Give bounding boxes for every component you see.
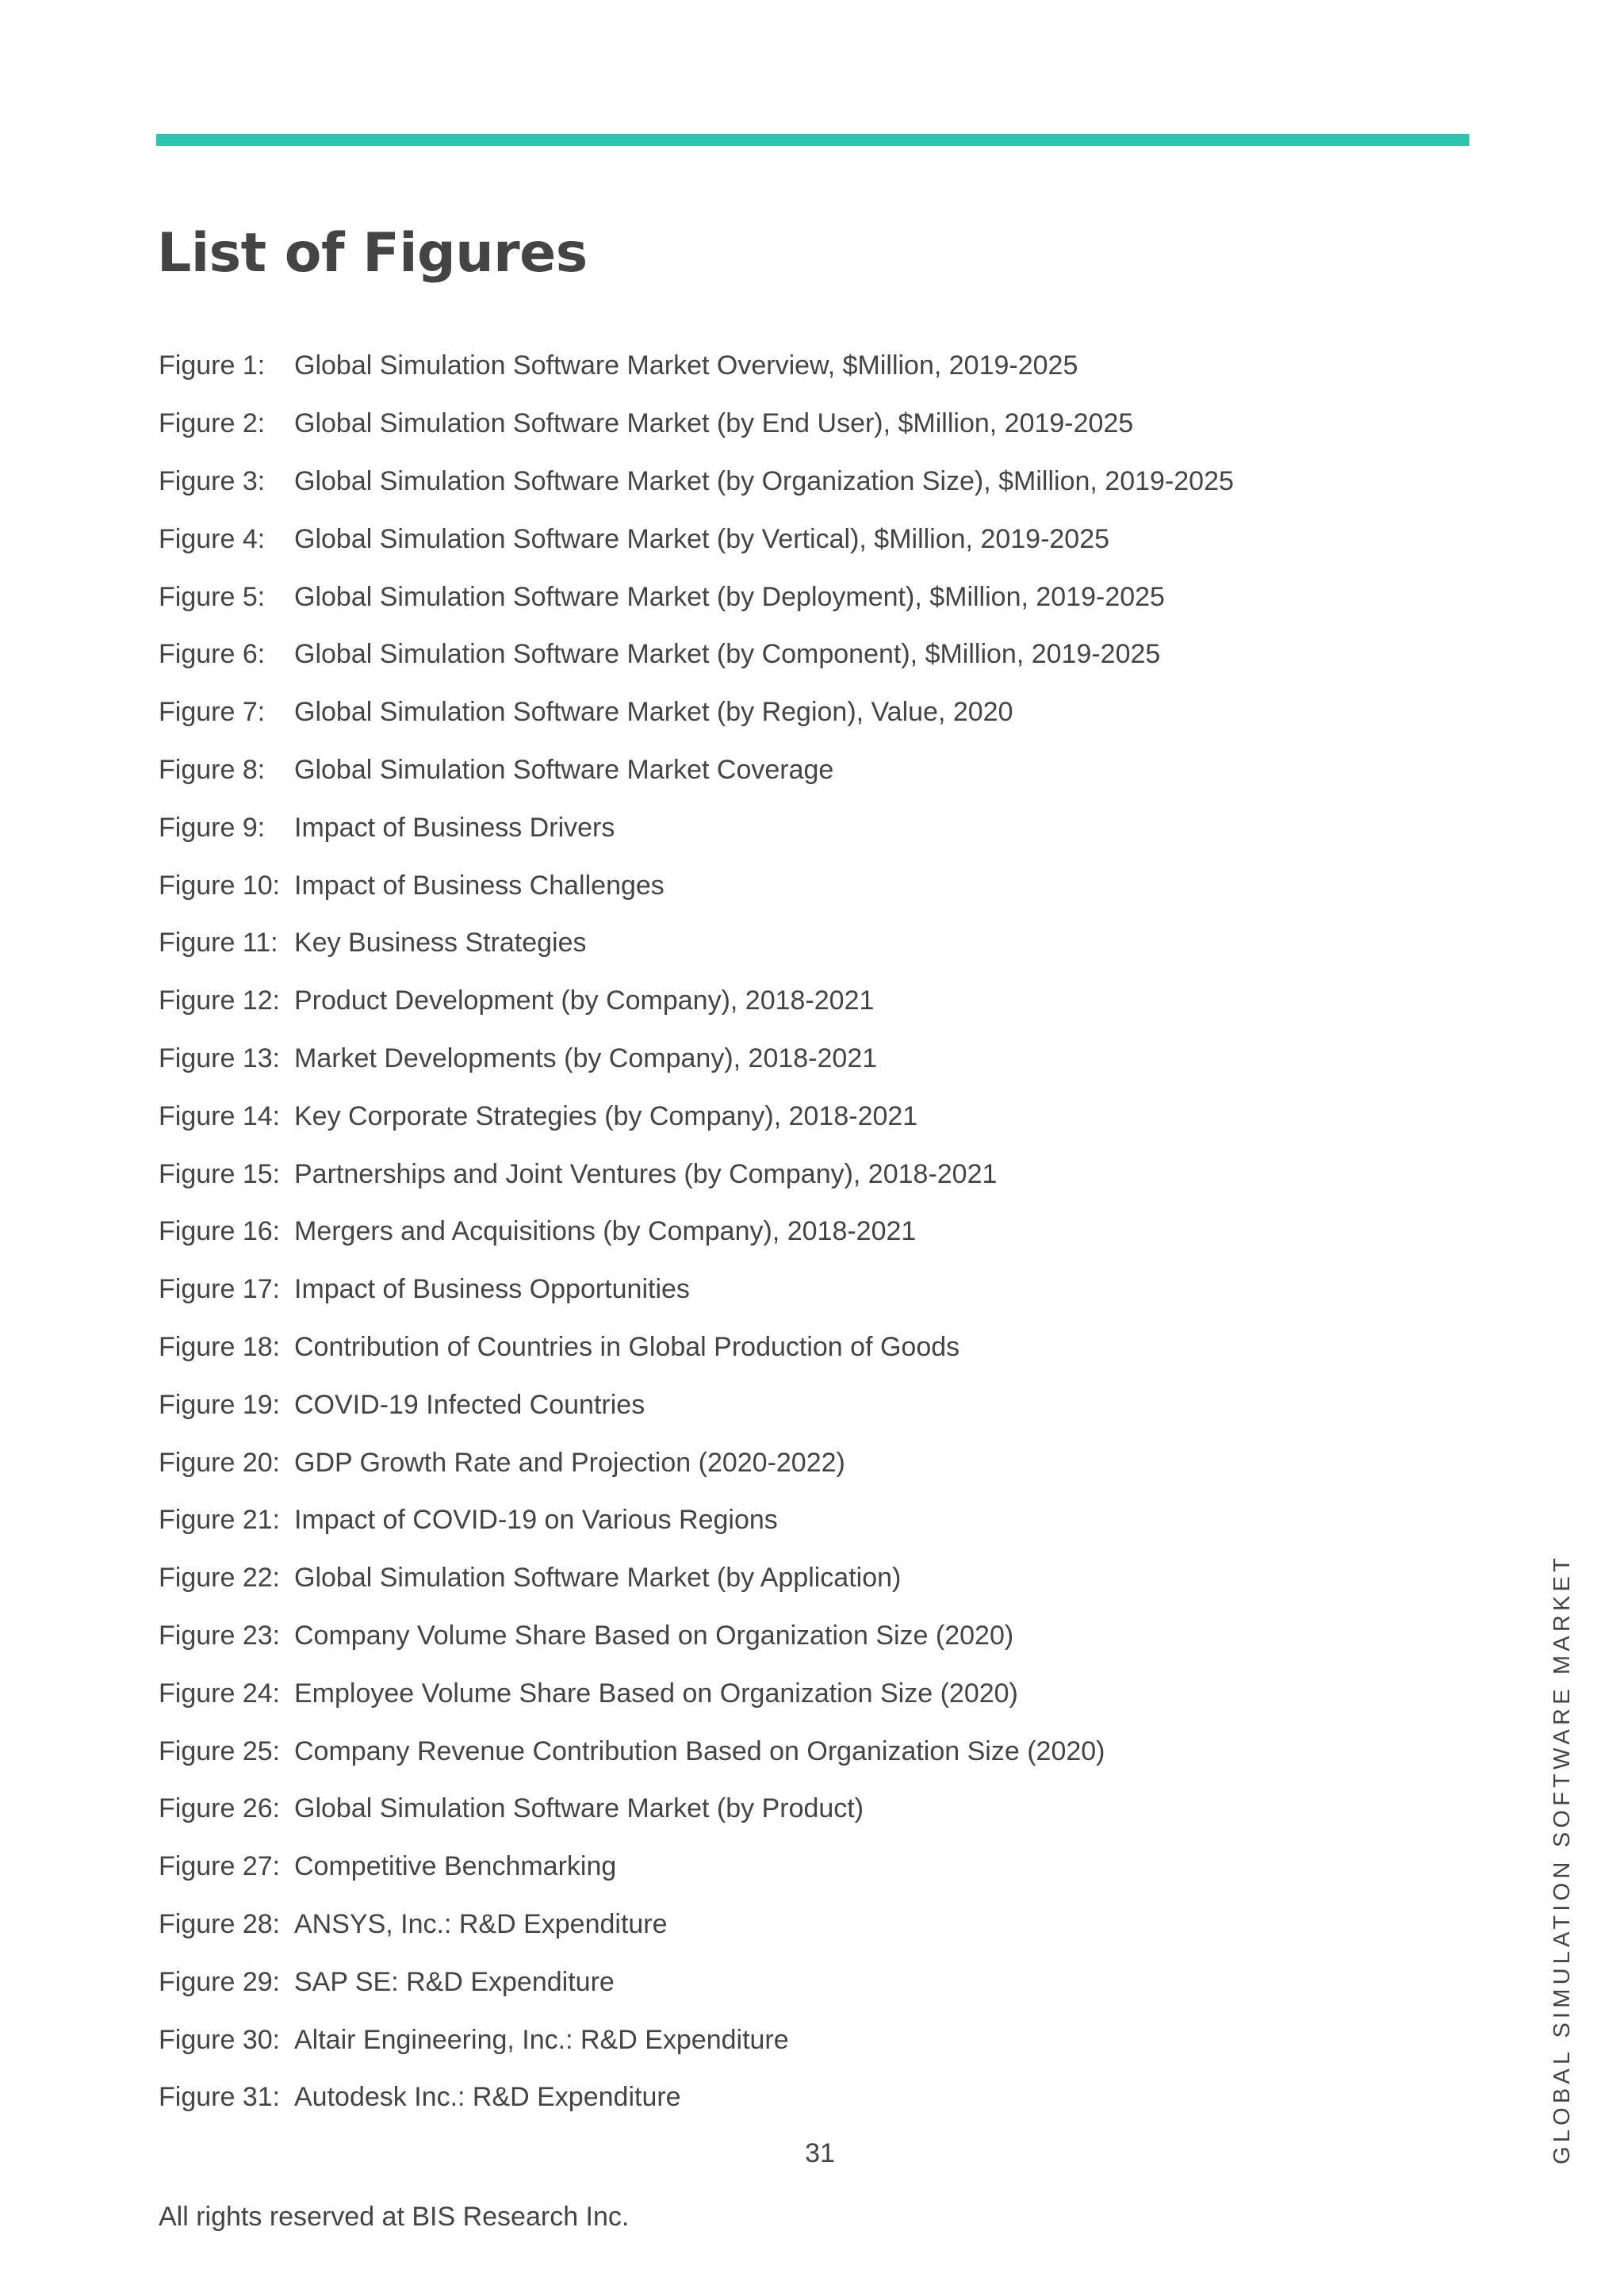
figure-list-item[interactable] <box>159 1087 1234 1145</box>
figure-title: Partnerships and Joint Ventures (by Company), 2018-2021 <box>294 1158 998 1189</box>
figure-list-item[interactable] <box>159 1722 1234 1780</box>
figure-title: Global Simulation Software Market (by End User), $Million, 2019-2025 <box>294 408 1134 439</box>
figure-list-item[interactable] <box>159 1664 1234 1722</box>
figure-title: Impact of COVID-19 on Various Regions <box>294 1505 778 1536</box>
page-title: List of Figures <box>157 222 588 285</box>
figure-number: Figure 26: <box>159 1793 281 1824</box>
figure-number: Figure 9: <box>159 812 266 843</box>
figure-list-item[interactable] <box>159 2011 1234 2068</box>
figure-title: Key Business Strategies <box>294 928 587 959</box>
figure-number: Figure 4: <box>159 523 266 554</box>
figure-title: Mergers and Acquisitions (by Company), 2018-2021 <box>294 1216 917 1247</box>
figure-list-item[interactable] <box>159 1896 1234 1954</box>
figure-title: Impact of Business Opportunities <box>294 1274 690 1305</box>
figure-title: Global Simulation Software Market (by Product) <box>294 1793 864 1824</box>
figure-number: Figure 22: <box>159 1563 281 1594</box>
figure-title: Altair Engineering, Inc.: R&D Expenditure <box>294 2024 789 2055</box>
figure-list-item[interactable] <box>159 1030 1234 1088</box>
figure-list-item[interactable] <box>159 741 1234 799</box>
figure-title: Contribution of Countries in Global Production of Goods <box>294 1331 960 1362</box>
figure-title: Product Development (by Company), 2018-2021 <box>294 985 875 1016</box>
figure-number: Figure 17: <box>159 1274 281 1305</box>
figure-number: Figure 31: <box>159 2082 281 2113</box>
copyright-footer: All rights reserved at BIS Research Inc. <box>159 2202 630 2232</box>
figure-number: Figure 10: <box>159 870 281 901</box>
figure-number: Figure 14: <box>159 1100 281 1131</box>
figure-number: Figure 13: <box>159 1043 281 1073</box>
page-number: 31 <box>805 2138 835 2168</box>
figure-list-item[interactable] <box>159 1838 1234 1896</box>
figure-title: SAP SE: R&D Expenditure <box>294 1966 615 1997</box>
figure-list-item[interactable] <box>159 1203 1234 1261</box>
figure-number: Figure 12: <box>159 985 281 1016</box>
figure-list-item[interactable] <box>159 972 1234 1030</box>
figure-number: Figure 3: <box>159 465 266 496</box>
figure-list-item[interactable] <box>159 914 1234 972</box>
figure-number: Figure 5: <box>159 581 266 612</box>
figure-title: Global Simulation Software Market (by Application) <box>294 1563 902 1594</box>
side-running-title <box>1538 1554 1586 2164</box>
figure-number: Figure 19: <box>159 1389 281 1420</box>
figure-list-item[interactable] <box>159 1549 1234 1607</box>
figure-list <box>159 337 1234 2126</box>
figure-number: Figure 15: <box>159 1158 281 1189</box>
figure-title: Company Revenue Contribution Based on Organization Size (2020) <box>294 1735 1105 1766</box>
figure-number: Figure 21: <box>159 1505 281 1536</box>
figure-title: Competitive Benchmarking <box>294 1851 617 1882</box>
figure-title: Global Simulation Software Market (by Vertical), $Million, 2019-2025 <box>294 523 1110 554</box>
figure-number: Figure 6: <box>159 639 266 670</box>
header-accent-rule <box>156 134 1469 146</box>
figure-list-item[interactable] <box>159 1318 1234 1376</box>
figure-list-item[interactable] <box>159 626 1234 683</box>
figure-title: Key Corporate Strategies (by Company), 2018-2021 <box>294 1100 918 1131</box>
figure-title: Global Simulation Software Market Overview, $Million, 2019-2025 <box>294 350 1078 381</box>
figure-title: Global Simulation Software Market (by Component), $Million, 2019-2025 <box>294 639 1161 670</box>
figure-number: Figure 1: <box>159 350 266 381</box>
figure-title: Global Simulation Software Market Coverage <box>294 754 834 785</box>
figure-list-item[interactable] <box>159 337 1234 395</box>
figure-list-item[interactable] <box>159 856 1234 914</box>
figure-list-item[interactable] <box>159 1433 1234 1491</box>
figure-title: Market Developments (by Company), 2018-2021 <box>294 1043 878 1073</box>
figure-number: Figure 7: <box>159 697 266 728</box>
figure-number: Figure 29: <box>159 1966 281 1997</box>
figure-title: Company Volume Share Based on Organization Size (2020) <box>294 1620 1014 1651</box>
figure-list-item[interactable] <box>159 1491 1234 1549</box>
figure-number: Figure 11: <box>159 928 278 959</box>
figure-number: Figure 24: <box>159 1678 281 1709</box>
figure-list-item[interactable] <box>159 2068 1234 2126</box>
figure-number: Figure 25: <box>159 1735 281 1766</box>
side-running-title-text: GLOBAL SIMULATION SOFTWARE MARKET <box>1549 1554 1575 2164</box>
figure-list-item[interactable] <box>159 1607 1234 1665</box>
figure-list-item[interactable] <box>159 510 1234 568</box>
figure-list-item[interactable] <box>159 1145 1234 1203</box>
figure-title: GDP Growth Rate and Projection (2020-2022) <box>294 1447 845 1478</box>
figure-list-item[interactable] <box>159 453 1234 511</box>
figure-number: Figure 16: <box>159 1216 281 1247</box>
figure-title: ANSYS, Inc.: R&D Expenditure <box>294 1908 668 1939</box>
figure-title: Global Simulation Software Market (by Region), Value, 2020 <box>294 697 1013 728</box>
figure-title: Global Simulation Software Market (by Organization Size), $Million, 2019-2025 <box>294 465 1234 496</box>
figure-number: Figure 8: <box>159 754 266 785</box>
figure-title: COVID-19 Infected Countries <box>294 1389 645 1420</box>
figure-number: Figure 20: <box>159 1447 281 1478</box>
figure-list-item[interactable] <box>159 395 1234 453</box>
figure-title: Global Simulation Software Market (by Deployment), $Million, 2019-2025 <box>294 581 1165 612</box>
figure-list-item[interactable] <box>159 1261 1234 1318</box>
figure-list-item[interactable] <box>159 1953 1234 2011</box>
figure-list-item[interactable] <box>159 798 1234 856</box>
figure-title: Autodesk Inc.: R&D Expenditure <box>294 2082 681 2113</box>
figure-list-item[interactable] <box>159 1780 1234 1838</box>
figure-number: Figure 28: <box>159 1908 281 1939</box>
figure-number: Figure 2: <box>159 408 266 439</box>
figure-title: Impact of Business Challenges <box>294 870 665 901</box>
figure-title: Employee Volume Share Based on Organization Size (2020) <box>294 1678 1018 1709</box>
figure-title: Impact of Business Drivers <box>294 812 615 843</box>
figure-number: Figure 27: <box>159 1851 281 1882</box>
figure-number: Figure 23: <box>159 1620 281 1651</box>
figure-list-item[interactable] <box>159 683 1234 741</box>
figure-list-item[interactable] <box>159 1376 1234 1433</box>
figure-number: Figure 18: <box>159 1331 281 1362</box>
figure-list-item[interactable] <box>159 568 1234 626</box>
figure-number: Figure 30: <box>159 2024 281 2055</box>
